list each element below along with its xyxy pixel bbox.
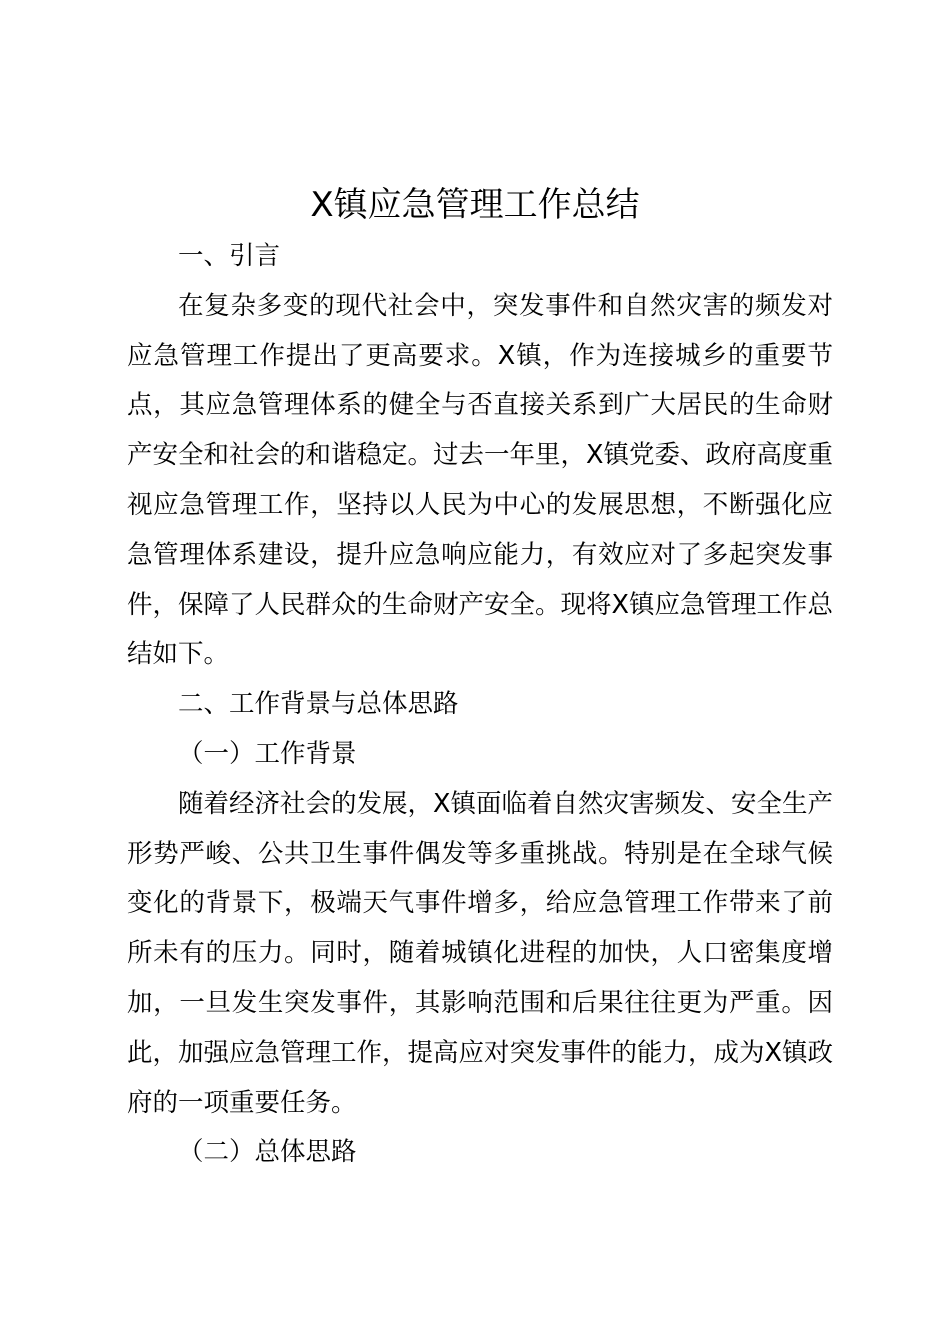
document-body xyxy=(127,232,833,1178)
subsection-heading-work-background: （一）工作背景 xyxy=(178,738,357,769)
document-title: X镇应急管理工作总结 xyxy=(310,185,640,225)
paragraph-work-background: 随着经济社会的发展，X镇面临着自然灾害频发、安全生产形势严峻、公共卫生事件偶发等多重挑战。特别是在全球气候变化的背景下，极端天气事件增多，给应急管理工作带来了前所未有的压力。同时，随着城镇化进程的加快，人口密集度增加，一旦发生突发事件，其影响范围和后果往往更为严重。因此，加强应急管理工作，提高应对突发事件的能力，成为X镇政府的一项重要任务。 xyxy=(127,788,833,1118)
section-heading-introduction: 一、引言 xyxy=(178,241,281,271)
paragraph-introduction: 在复杂多变的现代社会中，突发事件和自然灾害的频发对应急管理工作提出了更高要求。X镇，作为连接城乡的重要节点，其应急管理体系的健全与否直接关系到广大居民的生命财产安全和社会的和谐稳定。过去一年里，X镇党委、政府高度重视应急管理工作，坚持以人民为中心的发展思想，不断强化应急管理体系建设，提升应急响应能力，有效应对了多起突发事件，保障了人民群众的生命财产安全。现将X镇应急管理工作总结如下。 xyxy=(127,290,833,670)
section-heading-background: 二、工作背景与总体思路 xyxy=(178,689,459,720)
subsection-heading-overall-approach: （二）总体思路 xyxy=(178,1137,357,1168)
